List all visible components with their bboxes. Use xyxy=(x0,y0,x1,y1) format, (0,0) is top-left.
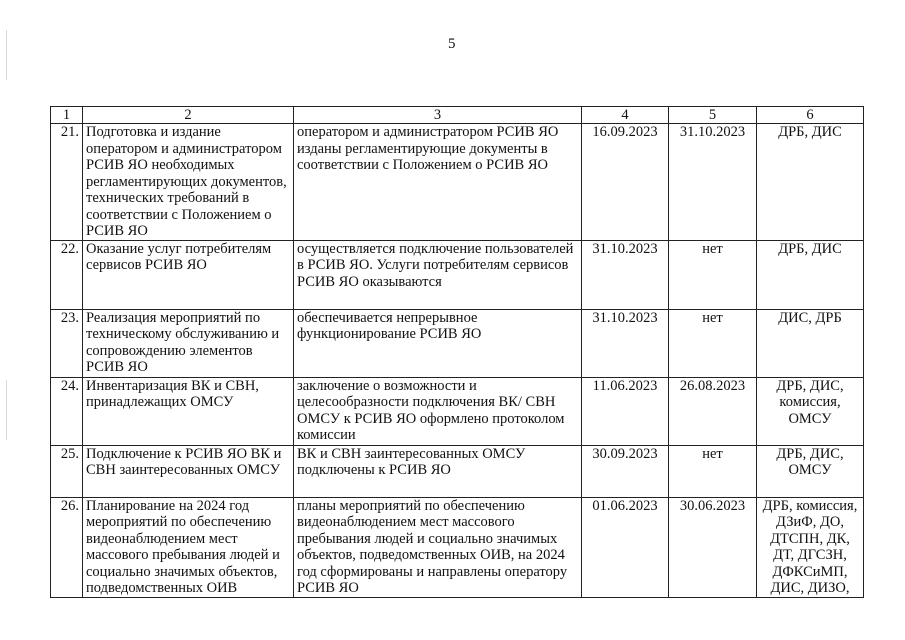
column-header: 4 xyxy=(582,107,669,124)
table-row xyxy=(51,497,864,597)
column-header: 6 xyxy=(757,107,864,124)
end-date-cell: 31.10.2023 xyxy=(669,124,757,241)
result-cell: обеспечивается непрерывное функционирование РСИВ ЯО xyxy=(294,309,582,377)
table-row xyxy=(51,309,864,377)
activity-plan-table xyxy=(50,106,864,598)
result-cell: планы мероприятий по обеспечению видеонаблюдением мест массового пребывания людей и социально значимых объектов, подведомственных ОИВ, на 2024 год сформированы и направлены оператору РСИВ ЯО xyxy=(294,497,582,597)
scan-edge-mark xyxy=(6,30,7,80)
row-number: 23. xyxy=(51,309,83,377)
table-row xyxy=(51,445,864,497)
start-date-cell: 16.09.2023 xyxy=(582,124,669,241)
responsible-cell: ДРБ, ДИС xyxy=(757,240,864,309)
row-number: 21. xyxy=(51,124,83,241)
table-row xyxy=(51,124,864,241)
row-number: 24. xyxy=(51,377,83,445)
activity-cell: Реализация мероприятий по техническому обслуживанию и сопровождению элементов РСИВ ЯО xyxy=(83,309,294,377)
scan-edge-mark xyxy=(6,380,7,440)
table-header-row xyxy=(51,107,864,124)
column-header: 1 xyxy=(51,107,83,124)
responsible-cell: ДИС, ДРБ xyxy=(757,309,864,377)
row-number: 25. xyxy=(51,445,83,497)
activity-cell: Оказание услуг потребителям сервисов РСИВ ЯО xyxy=(83,240,294,309)
activity-cell: Планирование на 2024 год мероприятий по обеспечению видеонаблюдением мест массового пребывания людей и социально значимых объектов, подведомственных ОИВ xyxy=(83,497,294,597)
start-date-cell: 30.09.2023 xyxy=(582,445,669,497)
result-cell: заключение о возможности и целесообразности подключения ВК/ СВН ОМСУ к РСИВ ЯО оформлено протоколом комиссии xyxy=(294,377,582,445)
responsible-cell: ДРБ, комиссия, ДЗиФ, ДО, ДТСПН, ДК, ДТ, ДГСЗН, ДФКСиМП, ДИС, ДИЗО, xyxy=(757,497,864,597)
end-date-cell: нет xyxy=(669,445,757,497)
result-cell: оператором и администратором РСИВ ЯО изданы регламентирующие документы в соответствии с Положением о РСИВ ЯО xyxy=(294,124,582,241)
column-header: 5 xyxy=(669,107,757,124)
activity-cell: Инвентаризация ВК и СВН, принадлежащих ОМСУ xyxy=(83,377,294,445)
result-cell: осуществляется подключение пользователей в РСИВ ЯО. Услуги потребителям сервисов РСИВ ЯО оказываются xyxy=(294,240,582,309)
result-cell: ВК и СВН заинтересованных ОМСУ подключены к РСИВ ЯО xyxy=(294,445,582,497)
row-number: 26. xyxy=(51,497,83,597)
start-date-cell: 31.10.2023 xyxy=(582,309,669,377)
table-row xyxy=(51,240,864,309)
responsible-cell: ДРБ, ДИС xyxy=(757,124,864,241)
activity-cell: Подготовка и издание оператором и администратором РСИВ ЯО необходимых регламентирующих документов, технических требований в соответствии с Положением о РСИВ ЯО xyxy=(83,124,294,241)
end-date-cell: 26.08.2023 xyxy=(669,377,757,445)
start-date-cell: 01.06.2023 xyxy=(582,497,669,597)
responsible-cell: ДРБ, ДИС, комиссия, ОМСУ xyxy=(757,377,864,445)
column-header: 3 xyxy=(294,107,582,124)
end-date-cell: 30.06.2023 xyxy=(669,497,757,597)
responsible-cell: ДРБ, ДИС, ОМСУ xyxy=(757,445,864,497)
end-date-cell: нет xyxy=(669,240,757,309)
row-number: 22. xyxy=(51,240,83,309)
start-date-cell: 11.06.2023 xyxy=(582,377,669,445)
start-date-cell: 31.10.2023 xyxy=(582,240,669,309)
activity-cell: Подключение к РСИВ ЯО ВК и СВН заинтересованных ОМСУ xyxy=(83,445,294,497)
column-header: 2 xyxy=(83,107,294,124)
end-date-cell: нет xyxy=(669,309,757,377)
table-row xyxy=(51,377,864,445)
page-number: 5 xyxy=(448,36,456,52)
